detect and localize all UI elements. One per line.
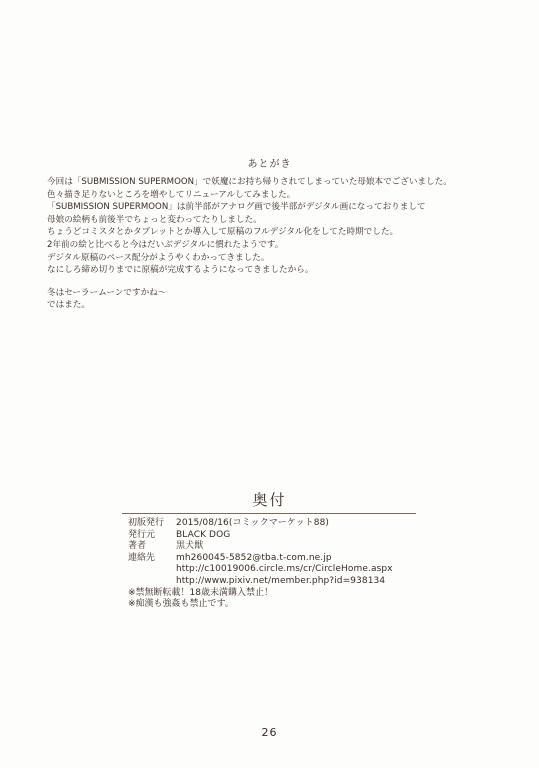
colophon-label: 連絡先	[128, 552, 156, 563]
afterword-line: 母娘の絵柄も前後半でちょっと変わってたりしました。	[47, 214, 262, 225]
colophon-row-first-edition	[128, 518, 393, 530]
colophon-row-contact	[128, 553, 393, 565]
colophon-value: BLACK DOG	[176, 529, 231, 540]
afterword-line: デジタル原稿のペース配分がようやくわかってきました。	[47, 252, 270, 263]
colophon	[128, 518, 393, 611]
afterword-line: なにしろ締め切りまでに原稿が完成するようになってきましたから。	[47, 265, 314, 276]
colophon-title: 奥付	[252, 491, 287, 509]
afterword-line: ちょうどコミスタとかタブレットとか導入して原稿のフルデジタル化をしてた時期でした。	[47, 227, 399, 238]
contact-email: mh260045-5852@tba.t-com.ne.jp	[176, 552, 332, 563]
colophon-value: 2015/08/16(コミックマーケット88)	[176, 518, 330, 528]
page-number: 26	[261, 726, 278, 739]
colophon-label: 発行元	[128, 529, 156, 540]
colophon-note: ※痴漢も強姦も禁止です。	[128, 599, 234, 610]
colophon-value: 黒犬獣	[176, 541, 204, 552]
colophon-label	[128, 564, 176, 576]
colophon-row-circle-url	[128, 564, 393, 576]
afterword-line: 今回は「SUBMISSION SUPERMOON」で妖魔にお持ち帰りされてしまっていた母娘本でございました。	[47, 177, 452, 187]
colophon-divider	[122, 513, 416, 514]
paragraph-gap	[47, 277, 497, 287]
afterword-line: 2年前の絵と比べると今はだいぶデジタルに慣れたようです。	[47, 239, 284, 250]
colophon-label	[128, 576, 176, 588]
colophon-row-pixiv-url	[128, 576, 393, 588]
colophon-label: 著者	[128, 541, 147, 552]
afterword-title: あとがき	[247, 159, 292, 170]
afterword-line: 色々描き足りないところを増やしてリニューアルしてみました。	[47, 189, 296, 200]
colophon-note: ※禁無断転載！18歳未満購入禁止！	[128, 587, 273, 598]
circle-url: http://c10019006.circle.ms/cr/CircleHome.aspx	[176, 564, 393, 575]
pixiv-url: http://www.pixiv.net/member.php?id=938134	[176, 575, 386, 586]
afterword-closing-line: 冬はセーラームーンですかね〜	[47, 287, 167, 298]
afterword-closing-line: ではまた。	[47, 300, 90, 311]
afterword-body	[47, 176, 497, 312]
colophon-label: 初版発行	[128, 518, 165, 528]
afterword-line: 「SUBMISSION SUPERMOON」は前半部がアナログ画で後半部がデジタル画になっておりまして	[47, 202, 426, 213]
colophon-row-publisher	[128, 530, 393, 542]
colophon-row-author	[128, 541, 393, 553]
